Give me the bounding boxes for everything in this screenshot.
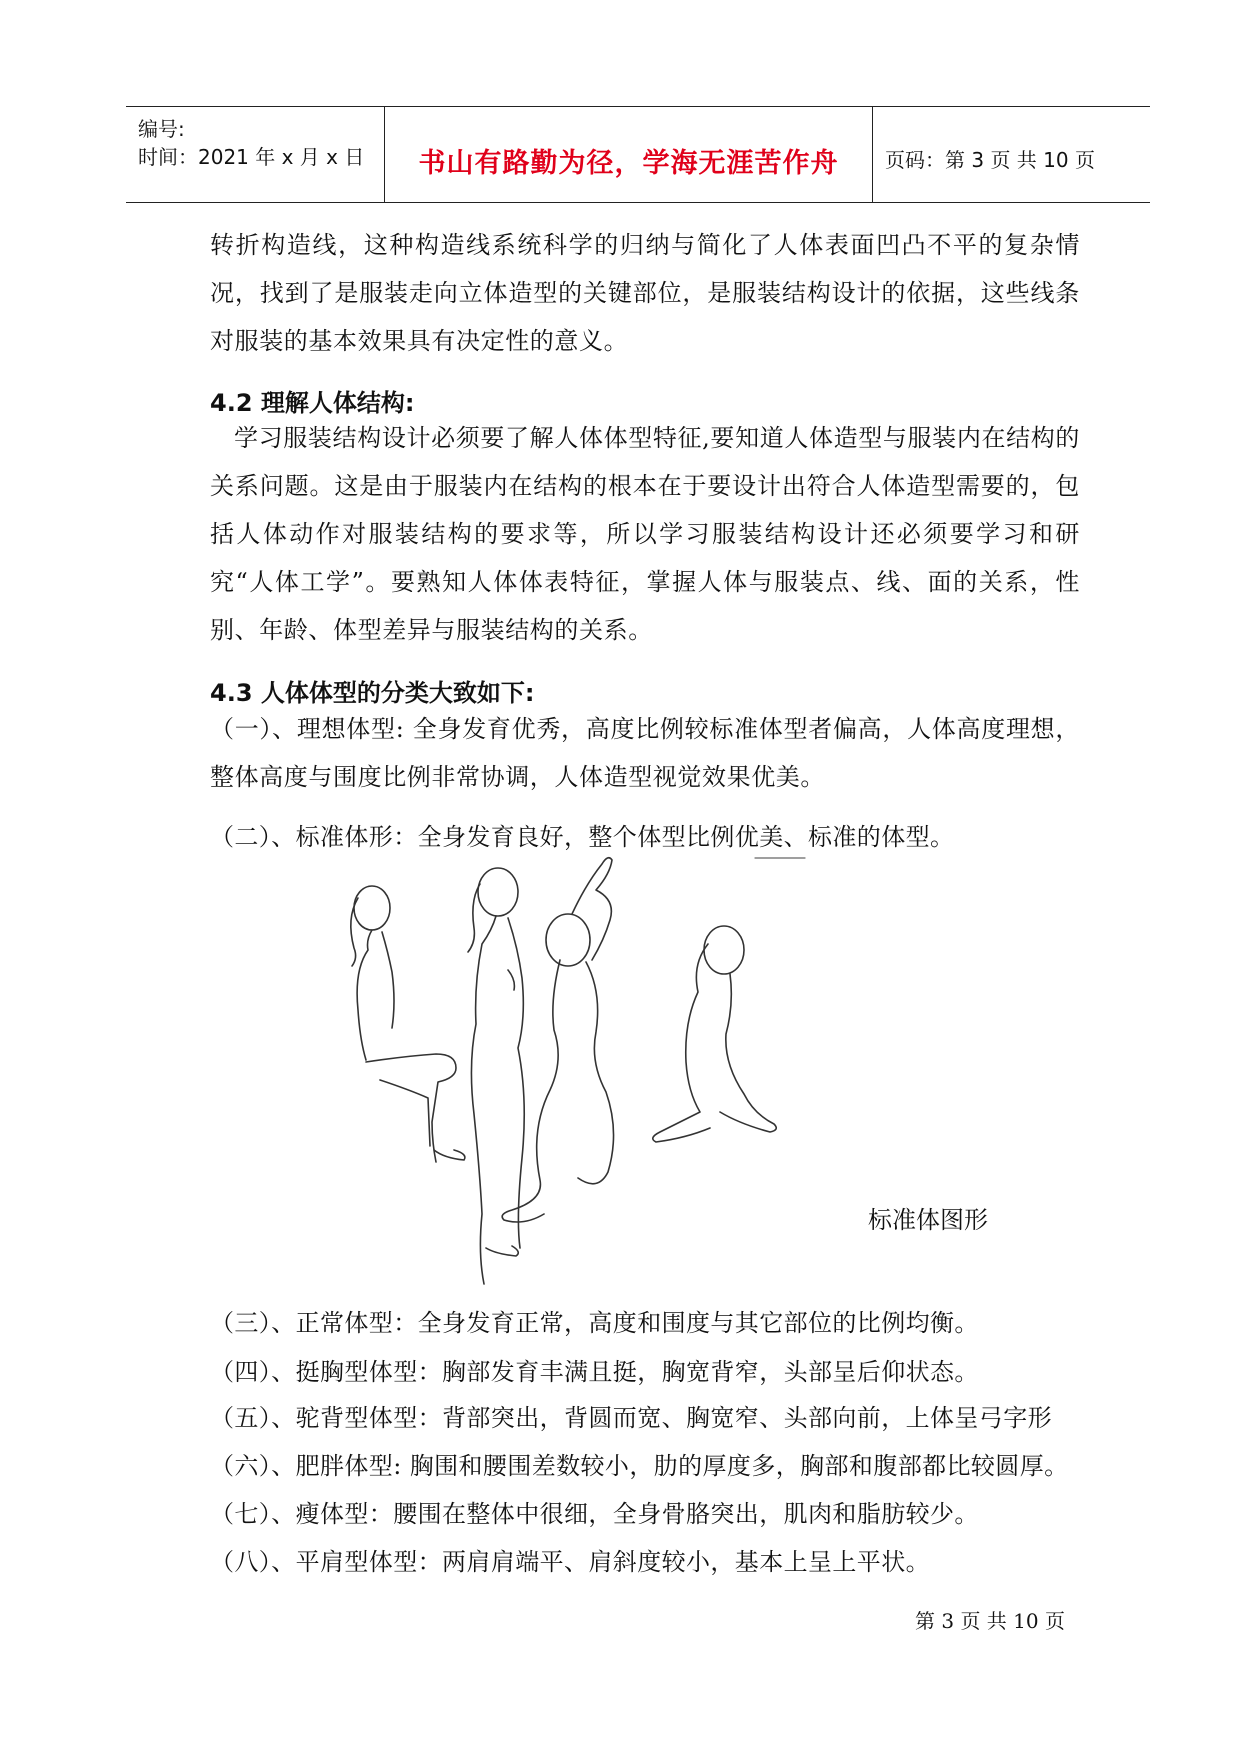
header-page-cell [873, 107, 1150, 202]
body-type-item-1: （一）、理想体型: 全身发育优秀，高度比例较标准体型者偏高，人体高度理想，整体高度与围度比例非常协调，人体造型视觉效果优美。 [210, 715, 1080, 791]
document-number-label: 编号: [138, 117, 185, 141]
seated-figure-drawing [351, 886, 465, 1162]
document-time-label: 时间：2021 年 x 月 x 日 [138, 145, 365, 169]
arms-raised-figure-drawing [502, 858, 613, 1222]
page-header [126, 106, 1150, 203]
figure-caption: 标准体图形 [868, 1206, 988, 1234]
body-type-item-7: （七）、瘦体型：腰围在整体中很细，全身骨胳突出，肌肉和脂肪较少。 [210, 1500, 979, 1528]
section-4-2-heading: 4.2 理解人体结构: [210, 389, 415, 417]
body-type-item-6: （六）、肥胖体型: 胸围和腰围差数较小，肋的厚度多，胸部和腹部都比较圆厚。 [210, 1452, 1069, 1480]
body-type-item-5: （五）、驼背型体型：背部突出，背圆而宽、胸宽窄、头部向前，上体呈弓字形 [210, 1404, 1052, 1432]
header-meta-cell [126, 107, 385, 202]
header-motto-cell [385, 107, 873, 202]
body-type-item-8: （八）、平肩型体型：两肩肩端平、肩斜度较小，基本上呈上平状。 [210, 1548, 930, 1576]
header-page-info: 页码：第 3 页 共 10 页 [885, 148, 1095, 172]
body-type-item-2: （二）、标准体形：全身发育良好，整个体型比例优美、标准的体型。 [210, 823, 955, 851]
section-4-2-paragraph: 学习服装结构设计必须要了解人体体型特征,要知道人体造型与服装内在结构的关系问题。这是由于服装内在结构的根本在于要设计出符合人体造型需要的，包括人体动作对服装结构的要求等，所以学习服装结构设计还必须要学习和研究“人体工学”。要熟知人体体表特征，掌握人体与服装点、线、面的关系，性别、年龄、体型差异与服装结构的关系。 [210, 424, 1080, 644]
section-4-3-heading: 4.3 人体体型的分类大致如下: [210, 679, 535, 707]
intro-paragraph: 转折构造线，这种构造线系统科学的归纳与简化了人体表面凹凸不平的复杂情况，找到了是服装走向立体造型的关键部位，是服装结构设计的依据，这些线条对服装的基本效果具有决定性的意义。 [210, 231, 1080, 355]
kneeling-figure-drawing [653, 926, 776, 1142]
page-footer-number: 第 3 页 共 10 页 [915, 1609, 1065, 1633]
standard-body-figures-illustration [310, 850, 830, 1290]
header-motto: 书山有路勤为径，学海无涯苦作舟 [418, 148, 839, 179]
body-type-item-3: （三）、正常体型：全身发育正常，高度和围度与其它部位的比例均衡。 [210, 1309, 979, 1337]
body-type-item-4: （四）、挺胸型体型：胸部发育丰满且挺，胸宽背窄，头部呈后仰状态。 [210, 1358, 979, 1386]
